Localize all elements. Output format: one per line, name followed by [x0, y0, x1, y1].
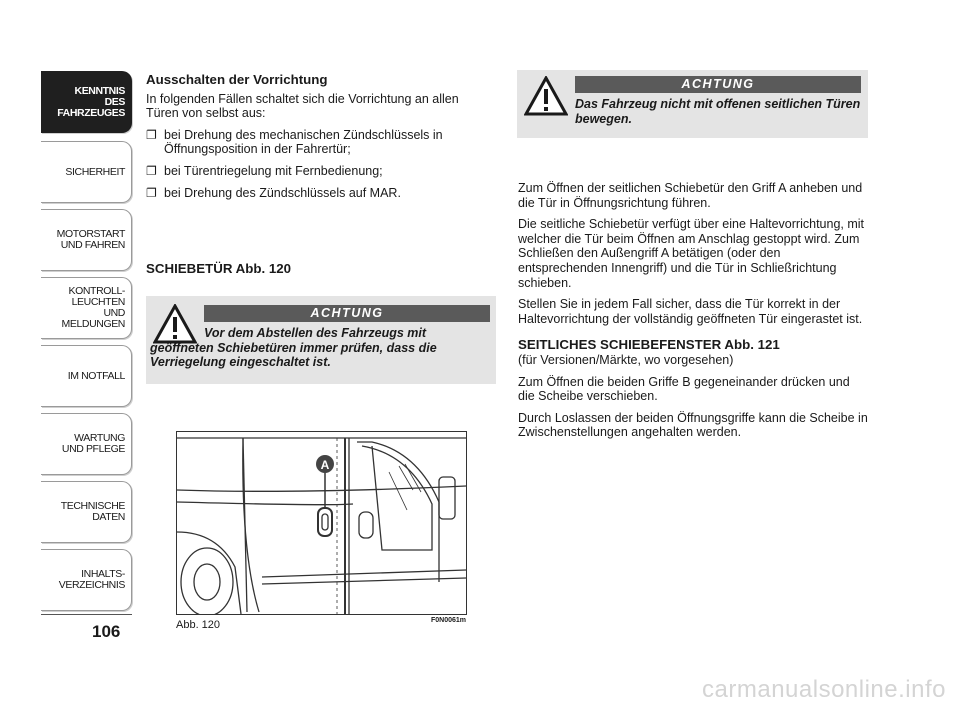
- checkbox-bullet-icon: ❐: [146, 127, 157, 142]
- tab-label: KONTROLL- LEUCHTEN UND MELDUNGEN: [61, 285, 125, 330]
- tab-label: TECHNISCHE DATEN: [60, 500, 125, 523]
- tab-im-notfall[interactable]: [41, 345, 132, 407]
- watermark: carmanualsonline.info: [702, 676, 946, 703]
- page-number: 106: [92, 622, 121, 641]
- tab-kontrollleuchten[interactable]: [41, 277, 132, 339]
- tab-label: IM NOTFALL: [67, 369, 125, 382]
- paragraph: Zum Öffnen die beiden Griffe B gegeneinander drücken und die Scheibe verschieben.: [518, 374, 850, 404]
- figure-caption: Abb. 120: [176, 619, 221, 631]
- subheading: (für Versionen/Märkte, wo vorgesehen): [518, 352, 734, 367]
- checkbox-bullet-icon: ❐: [146, 185, 157, 200]
- list-item: [146, 128, 491, 157]
- tab-motorstart[interactable]: [41, 209, 132, 271]
- section-heading-schiebetuer: SCHIEBETÜR Abb. 120: [146, 261, 292, 276]
- tab-inhaltsverzeichnis[interactable]: [41, 549, 132, 611]
- warning-label: ACHTUNG: [575, 76, 861, 93]
- paragraph: Die seitliche Schiebetür verfügt über eine Haltevorrichtung, mit welcher die Tür beim Öffnen am Anschlag gestoppt wird. Zum Schließen den Außengriff A betätigen (oder den entsprechenden Innengriff) und die Tür in Schließrichtung schieben.: [518, 217, 865, 290]
- checkbox-bullet-icon: ❐: [146, 163, 157, 178]
- van-side-illustration: [177, 432, 466, 614]
- callout-label: A: [320, 458, 330, 472]
- warning-box: [146, 296, 496, 384]
- section-heading-schiebefenster: SEITLICHES SCHIEBEFENSTER Abb. 121: [518, 337, 780, 353]
- left-column: [146, 73, 491, 207]
- figure-sliding-door: [176, 431, 467, 615]
- warning-text: Das Fahrzeug nicht mit offenen seitlichen Türen bewegen.: [575, 97, 861, 126]
- figure-code: F0N0061m: [431, 617, 467, 624]
- paragraph: Stellen Sie in jedem Fall sicher, dass die Tür korrekt in der Haltevorrichtung der vollständig geöffneten Tür eingerastet ist.: [518, 297, 863, 326]
- tab-technische-daten[interactable]: [41, 481, 132, 543]
- tab-sicherheit[interactable]: [41, 141, 132, 203]
- tab-label: WARTUNG UND PFLEGE: [61, 432, 125, 455]
- list-item: [146, 164, 491, 179]
- section-title: Ausschalten der Vorrichtung: [146, 72, 328, 87]
- warning-triangle-icon: [524, 76, 568, 116]
- list-item: [146, 186, 491, 201]
- intro-paragraph: In folgenden Fällen schaltet sich die Vorrichtung an allen Türen von selbst aus:: [146, 91, 459, 121]
- warning-text: Vor dem Abstellen des Fahrzeugs mit geöffneten Schiebetüren immer prüfen, dass die Verriegelung eingeschaltet ist.: [150, 326, 437, 370]
- tab-kenntnis[interactable]: [41, 71, 132, 133]
- tab-wartung[interactable]: [41, 413, 132, 475]
- right-column: [518, 181, 868, 447]
- tab-label: INHALTS- VERZEICHNIS: [58, 568, 125, 591]
- paragraph: Zum Öffnen der seitlichen Schiebetür den Griff A anheben und die Tür in Öffnungsrichtung führen.: [518, 181, 863, 210]
- list-item-text: bei Drehung des mechanischen Zündschlüssels in Öffnungsposition in der Fahrertür;: [164, 127, 443, 157]
- tab-label: KENNTNIS DES FAHRZEUGES: [57, 84, 125, 119]
- tab-label: SICHERHEIT: [65, 165, 125, 178]
- sidebar-divider: [41, 614, 132, 615]
- paragraph: Durch Loslassen der beiden Öffnungsgriffe kann die Scheibe in Zwischenstellungen angehalten werden.: [518, 410, 868, 440]
- tab-label: MOTORSTART UND FAHREN: [56, 228, 125, 251]
- list-item-text: bei Drehung des Zündschlüssels auf MAR.: [164, 185, 401, 200]
- warning-box-right: [517, 70, 868, 138]
- list-item-text: bei Türentriegelung mit Fernbedienung;: [164, 163, 383, 178]
- warning-label: ACHTUNG: [204, 305, 490, 322]
